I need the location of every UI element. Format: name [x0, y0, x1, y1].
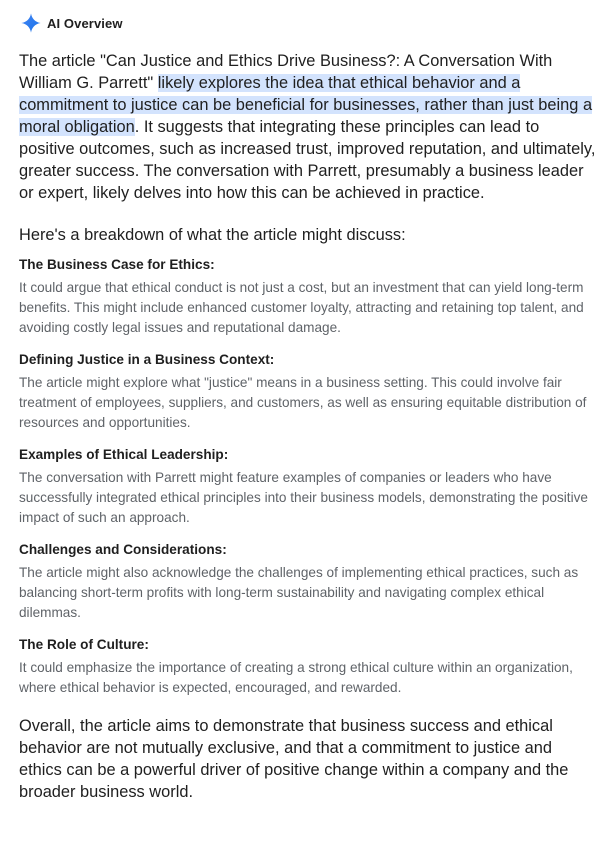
section-body: The conversation with Parrett might feature examples of companies or leaders who have successfully integrated ethical principles into their business models, demonstrating the positive impact of such an approach. [19, 470, 588, 525]
section-challenges [19, 540, 597, 623]
conclusion-paragraph: Overall, the article aims to demonstrate that business success and ethical behavior are not mutually exclusive, and that a commitment to justice and ethics can be a powerful driver of positive change within a company and the broader business world. [19, 717, 569, 801]
section-title: The Business Case for Ethics: [19, 257, 215, 272]
breakdown-lead: Here's a breakdown of what the article might discuss: [19, 226, 406, 244]
section-ethical-leadership [19, 445, 597, 528]
section-title: Defining Justice in a Business Context: [19, 352, 275, 367]
section-title: The Role of Culture: [19, 637, 149, 652]
intro-highlight[interactable]: likely explores the idea that ethical behavior and a commitment to justice can be beneficial for businesses, rather than just being a moral obligation [19, 74, 593, 136]
section-title: Challenges and Considerations: [19, 542, 227, 557]
section-business-case [19, 255, 597, 338]
section-title: Examples of Ethical Leadership: [19, 447, 229, 462]
sparkle-icon [20, 12, 42, 34]
intro-text-after: . It suggests that integrating these principles can lead to positive outcomes, such as increased trust, improved reputation, and ultimately, greater success. The conversation with Parrett, presumably a business leader or expert, likely delves into how this can be achieved in practice. [19, 118, 596, 202]
intro-paragraph [19, 50, 597, 204]
section-body: It could argue that ethical conduct is not just a cost, but an investment that can yield long-term benefits. This might include enhanced customer loyalty, attracting and retaining top talent, and avoiding costly legal issues and reputational damage. [19, 280, 584, 335]
section-role-of-culture [19, 635, 597, 698]
section-body: The article might also acknowledge the challenges of implementing ethical practices, such as balancing short-term profits with long-term sustainability and navigating complex ethical dilemmas. [19, 565, 579, 620]
section-defining-justice [19, 350, 597, 433]
section-body: It could emphasize the importance of creating a strong ethical culture within an organization, where ethical behavior is expected, encouraged, and rewarded. [19, 660, 573, 695]
ai-overview-title: AI Overview [47, 15, 123, 31]
ai-overview-header [20, 0, 597, 46]
intro-text-before: The article "Can Justice and Ethics Drive Business?: A Conversation With William G. Parrett" [19, 52, 553, 92]
section-body: The article might explore what "justice" means in a business setting. This could involve fair treatment of employees, suppliers, and customers, as well as ensuring equitable distribution of resources and opportunities. [19, 375, 587, 430]
